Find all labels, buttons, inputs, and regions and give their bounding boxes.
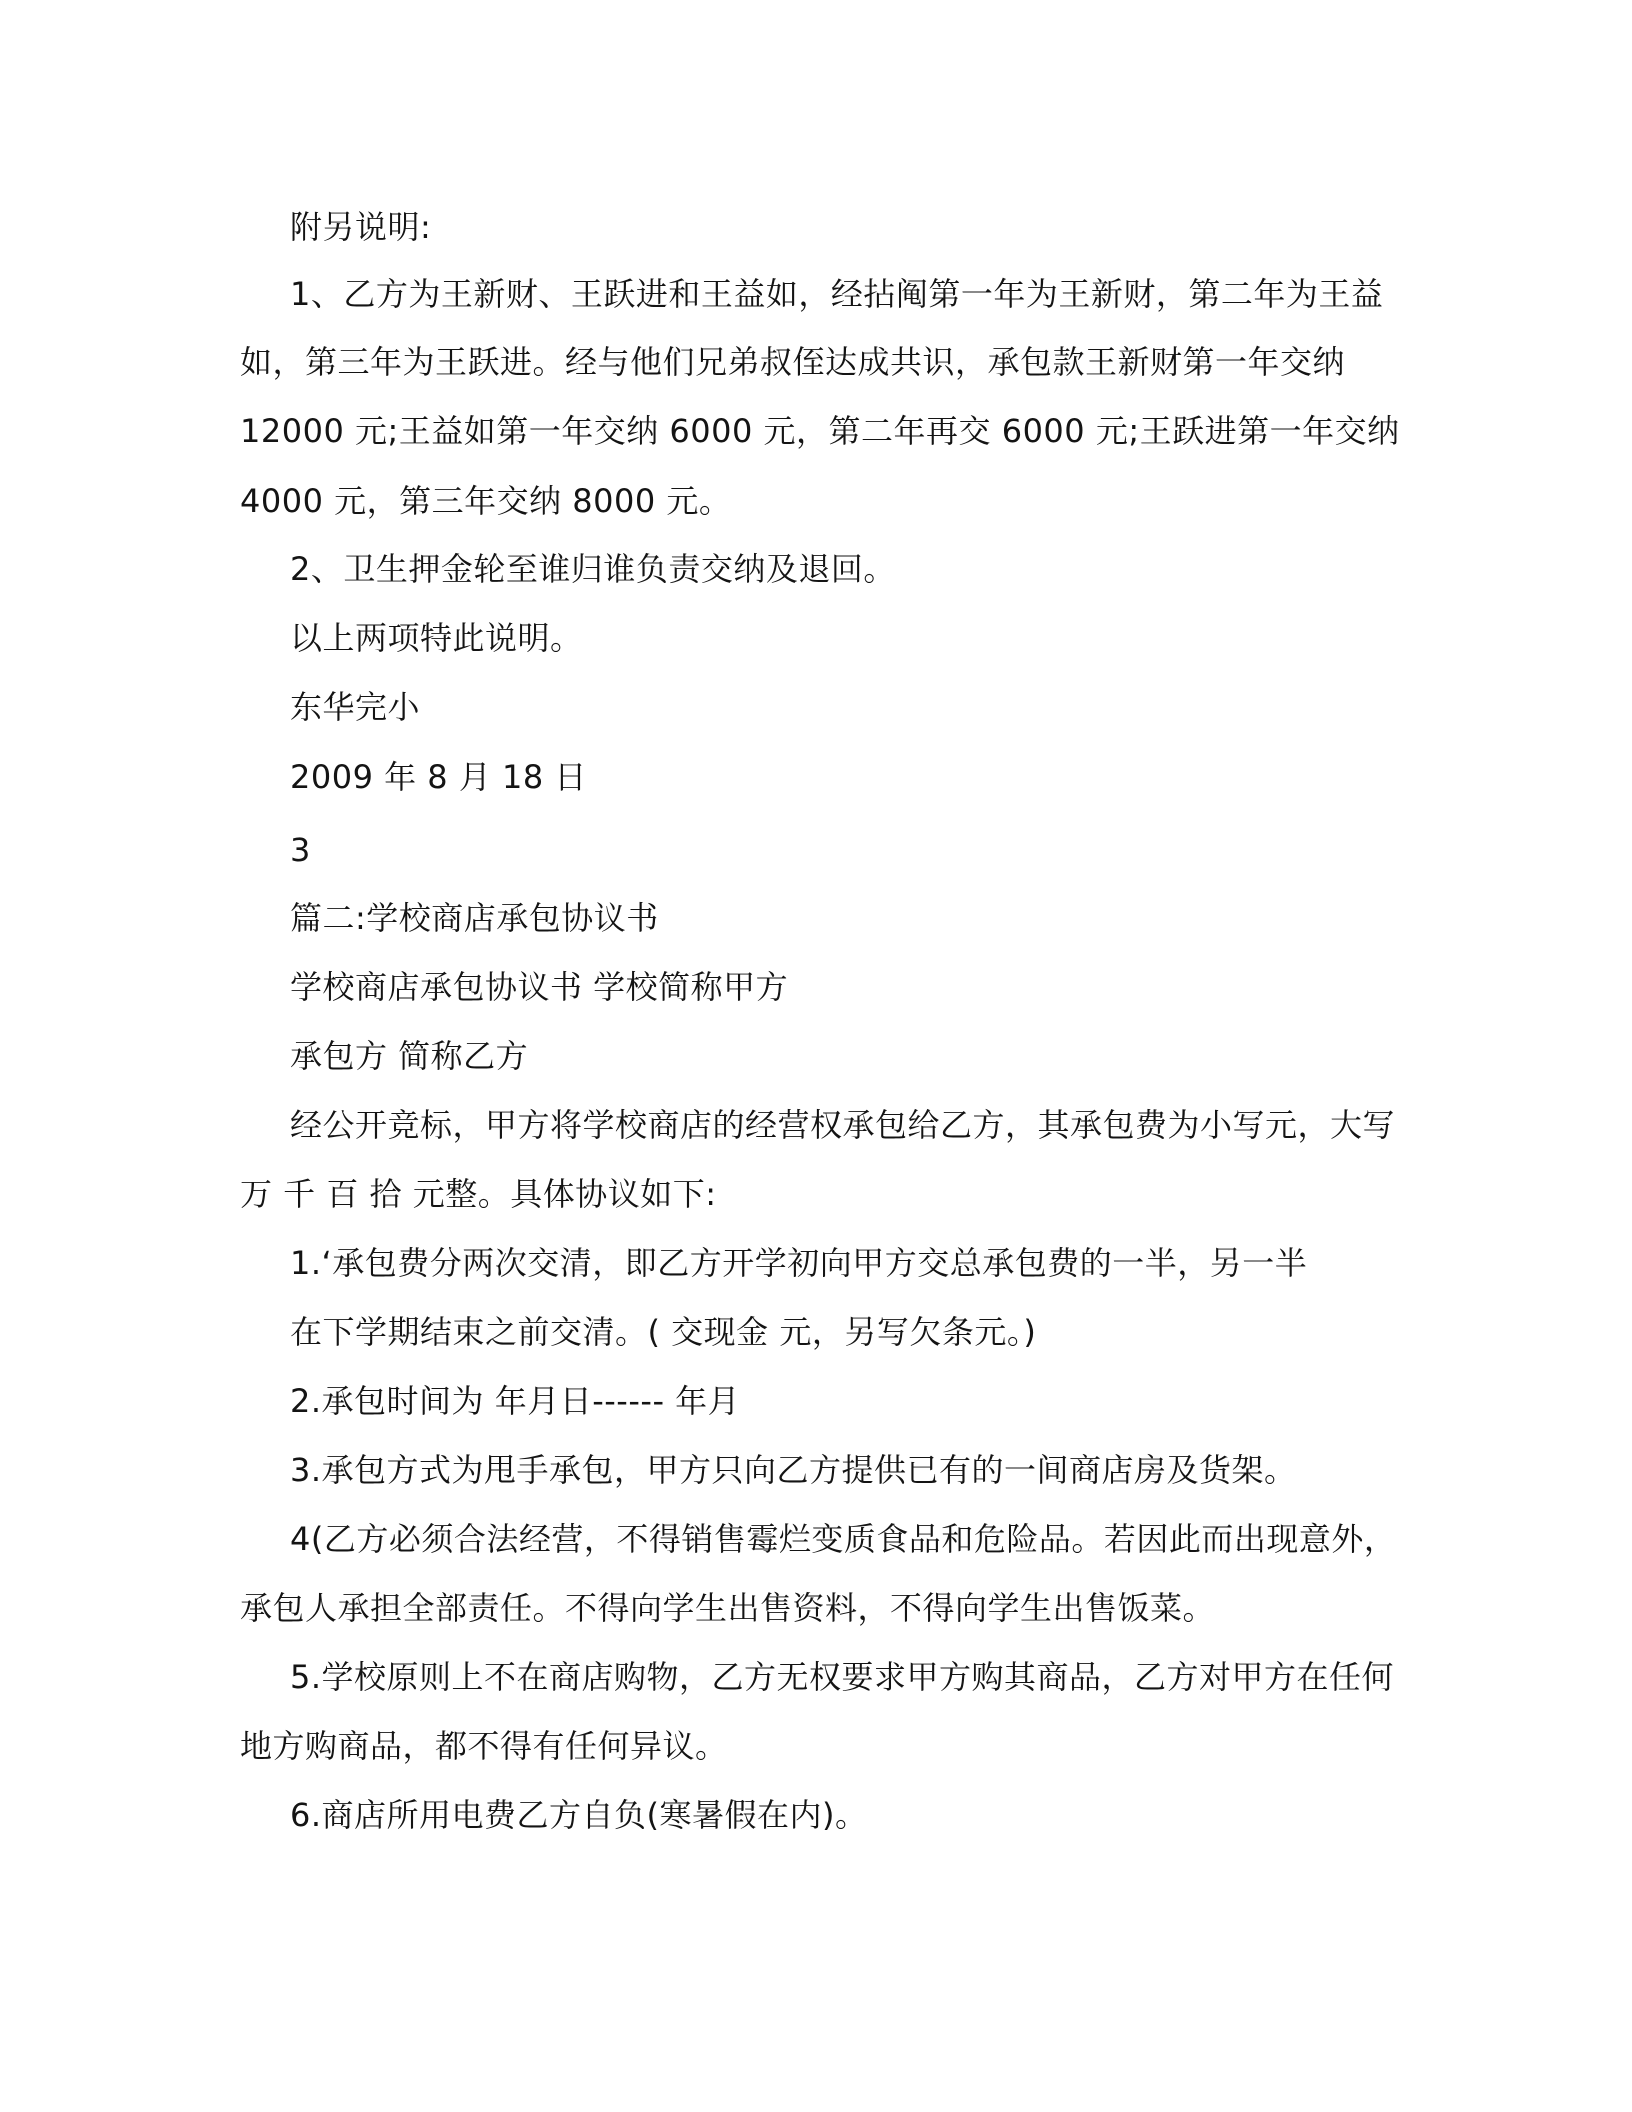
paragraph-line: 12000 元;王益如第一年交纳 6000 元，第二年再交 6000 元;王跃进第一年交纳 — [240, 412, 1400, 450]
clause-line: 3.承包方式为甩手承包，甲方只向乙方提供已有的一间商店房及货架。 — [290, 1451, 1297, 1489]
clause-line: 1.‘承包费分两次交清，即乙方开学初向甲方交总承包费的一半，另一半 — [290, 1244, 1308, 1282]
page-number: 3 — [290, 831, 311, 869]
clause-line: 4(乙方必须合法经营，不得销售霉烂变质食品和危险品。若因此而出现意外， — [290, 1520, 1397, 1558]
paragraph-line: 如，第三年为王跃进。经与他们兄弟叔侄达成共识，承包款王新财第一年交纳 — [240, 343, 1346, 381]
clause-line: 地方购商品，都不得有任何异议。 — [240, 1727, 728, 1765]
signature-date: 2009 年 8 月 18 日 — [290, 758, 587, 796]
paragraph-line: 以上两项特此说明。 — [290, 619, 583, 657]
paragraph-line: 经公开竞标，甲方将学校商店的经营权承包给乙方，其承包费为小写元，大写 — [290, 1106, 1396, 1144]
clause-line: 5.学校原则上不在商店购物，乙方无权要求甲方购其商品，乙方对甲方在任何 — [290, 1658, 1395, 1696]
paragraph-line: 1、乙方为王新财、王跃进和王益如，经拈阄第一年为王新财，第二年为王益 — [290, 275, 1384, 313]
clause-line: 6.商店所用电费乙方自负(寒暑假在内)。 — [290, 1796, 868, 1834]
agreement-title: 学校商店承包协议书 学校简称甲方 — [290, 968, 789, 1006]
clause-line: 承包人承担全部责任。不得向学生出售资料，不得向学生出售饭菜。 — [240, 1589, 1216, 1627]
paragraph-line: 万 千 百 拾 元整。具体协议如下: — [240, 1175, 717, 1213]
party-b-line: 承包方 简称乙方 — [290, 1037, 529, 1075]
paragraph-line: 4000 元，第三年交纳 8000 元。 — [240, 482, 732, 520]
article-title: 篇二:学校商店承包协议书 — [290, 899, 659, 937]
clause-line: 2.承包时间为 年月日------ 年月 — [290, 1382, 741, 1420]
section-heading: 附另说明: — [290, 208, 432, 246]
signature-org: 东华完小 — [290, 688, 421, 726]
clause-line: 在下学期结束之前交清。( 交现金 元，另写欠条元。) — [290, 1313, 1037, 1351]
paragraph-line: 2、卫生押金轮至谁归谁负责交纳及退回。 — [290, 550, 896, 588]
